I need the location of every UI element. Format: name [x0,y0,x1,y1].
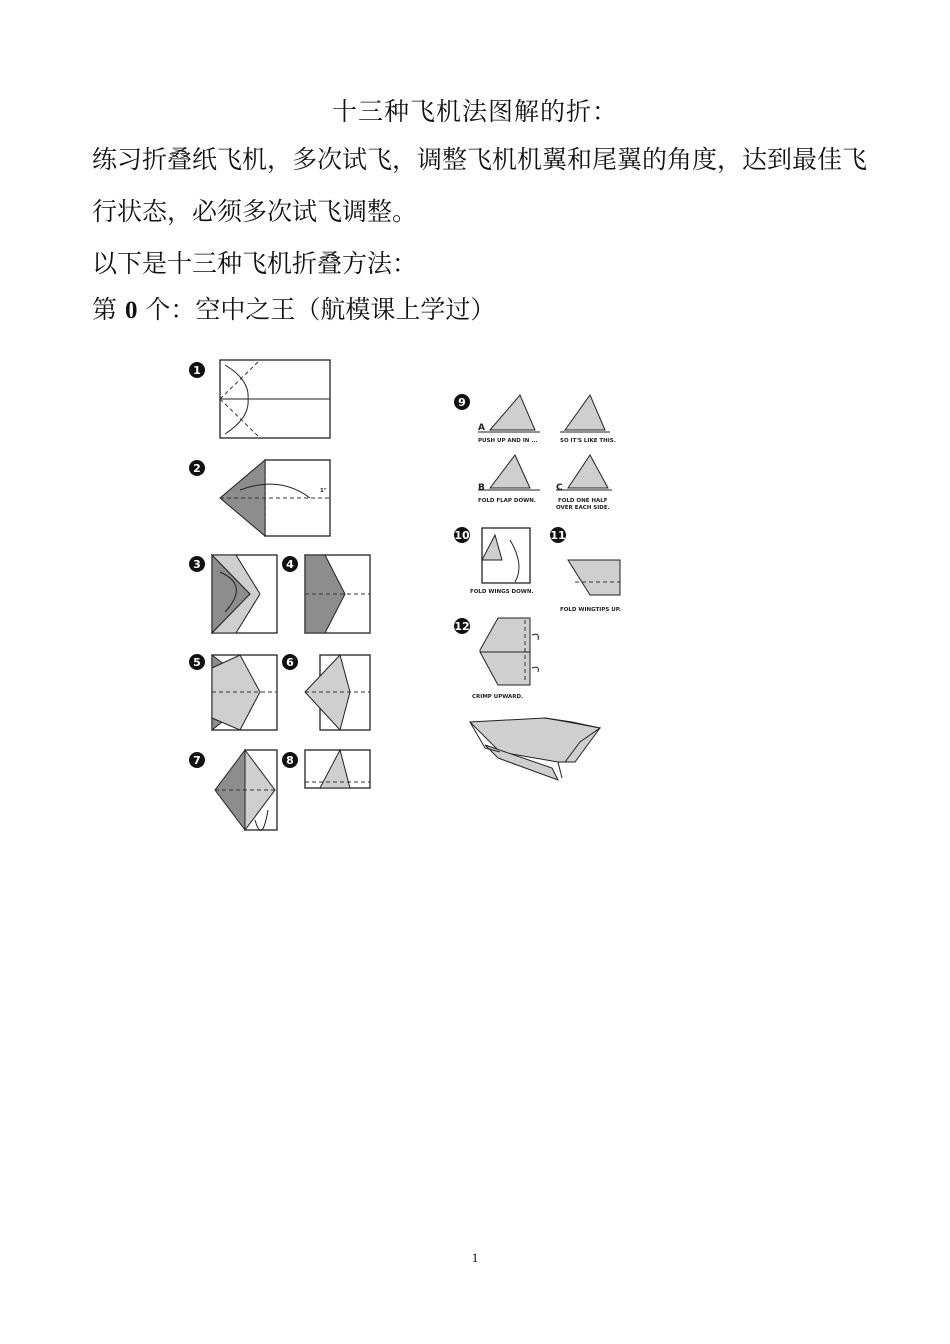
svg-text:5: 5 [193,656,201,669]
svg-text:7: 7 [193,754,201,767]
step-8 [282,750,370,788]
svg-text:A: A [478,423,485,433]
step-3 [189,555,277,633]
svg-text:C: C [556,483,563,493]
svg-text:B: B [478,483,485,493]
svg-text:FOLD ONE HALF: FOLD ONE HALF [558,498,608,504]
svg-text:10: 10 [454,529,470,542]
finished-plane [470,718,600,780]
svg-text:OVER EACH SIDE.: OVER EACH SIDE. [556,505,610,511]
svg-text:CRIMP UPWARD.: CRIMP UPWARD. [472,694,524,700]
intro-paragraph: 练习折叠纸飞机，多次试飞，调整飞机机翼和尾翼的角度，达到最佳飞行状态，必须多次试飞调整。 [92,145,868,226]
svg-text:FOLD WINGS DOWN.: FOLD WINGS DOWN. [470,589,534,595]
svg-text:2: 2 [193,462,201,475]
step-6 [282,654,370,730]
list-intro: 以下是十三种飞机折叠方法： [92,249,418,278]
page-number: 1 [471,1250,479,1265]
section-heading: 第 0 个：空中之王（航模课上学过） [92,295,496,324]
step-1 [189,360,330,438]
svg-text:6: 6 [286,656,294,669]
step-7 [189,750,277,830]
step-4 [282,555,370,633]
step-10 [454,527,534,595]
document-title: 十三种飞机法图解的折： [331,97,618,126]
svg-text:PUSH UP AND IN ...: PUSH UP AND IN ... [478,438,538,444]
svg-text:11: 11 [550,529,566,542]
step-2 [189,460,330,536]
svg-text:1: 1 [193,364,201,377]
svg-text:FOLD WINGTIPS UP.: FOLD WINGTIPS UP. [560,607,621,613]
folding-diagram [180,350,640,850]
svg-text:12: 12 [454,620,470,633]
step-11 [550,527,621,613]
step-12 [454,618,538,700]
svg-text:4: 4 [286,558,294,571]
svg-text:SO IT'S LIKE THIS.: SO IT'S LIKE THIS. [560,438,616,444]
step-9 [454,394,616,511]
svg-text:3: 3 [193,558,201,571]
svg-text:FOLD FLAP DOWN.: FOLD FLAP DOWN. [478,498,536,504]
svg-text:8: 8 [286,754,294,767]
step-5 [189,654,277,730]
svg-text:9: 9 [458,396,466,409]
svg-text:1": 1" [320,488,327,494]
